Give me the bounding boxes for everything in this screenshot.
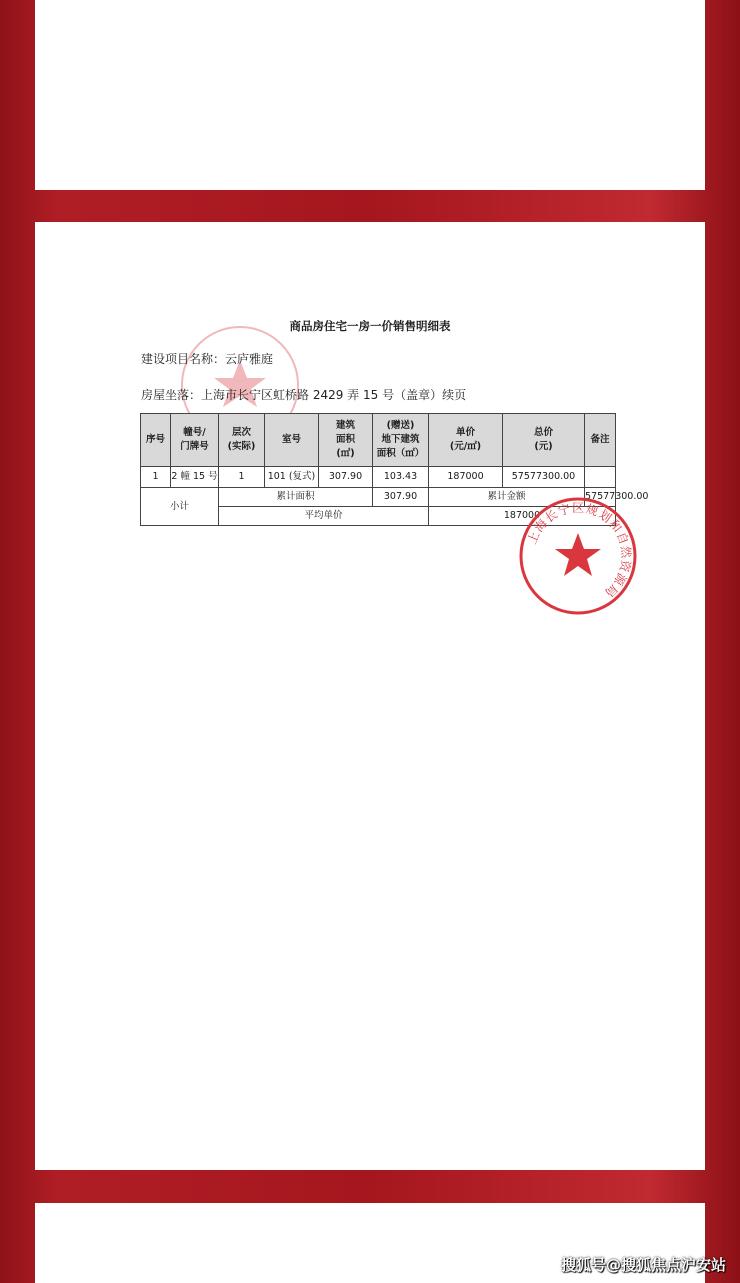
cell-unit-price: 187000 [429, 467, 503, 488]
header-total-price: 总价 (元) [503, 414, 585, 467]
average-price-value: 187000 [429, 507, 616, 526]
cell-underground-area: 103.43 [373, 467, 429, 488]
average-price-label: 平均单价 [219, 507, 429, 526]
location-line: 房屋坐落：上海市长宁区虹桥路 2429 弄 15 号（盖章）续页 [141, 388, 467, 402]
watermark-text: 搜狐号@搜狐焦点沪安站 [560, 1256, 726, 1274]
subtotal-label: 小计 [141, 488, 219, 526]
header-building: 幢号/ 门牌号 [171, 414, 219, 467]
header-area: 建筑 面积 (㎡) [319, 414, 373, 467]
document-title: 商品房住宅一房一价销售明细表 [289, 319, 451, 333]
header-underground-area: (赠送) 地下建筑 面积（㎡） [373, 414, 429, 467]
cell-area: 307.90 [319, 467, 373, 488]
table-header-row [141, 414, 616, 467]
cell-total-price: 57577300.00 [503, 467, 585, 488]
header-floor: 层次 (实际) [219, 414, 265, 467]
header-note: 备注 [585, 414, 616, 467]
header-room: 室号 [265, 414, 319, 467]
cell-note [585, 467, 616, 488]
cumulative-area-value: 307.90 [373, 488, 429, 507]
table-row [141, 467, 616, 488]
official-seal-icon [517, 495, 639, 617]
cell-seq: 1 [141, 467, 171, 488]
header-seq: 序号 [141, 414, 171, 467]
header-unit-price: 单价 (元/㎡) [429, 414, 503, 467]
cumulative-amount-label: 累计金额 [429, 488, 585, 507]
cell-building: 2 幢 15 号 [171, 467, 219, 488]
document-page [35, 222, 705, 1170]
cell-room: 101 (复式) [265, 467, 319, 488]
cell-floor: 1 [219, 467, 265, 488]
cumulative-area-label: 累计面积 [219, 488, 373, 507]
seal-text: 上海长宁区规划和自然资源局 [524, 500, 634, 601]
cumulative-amount-value: 57577300.00 [585, 488, 616, 507]
project-name-line: 建设项目名称：云庐雅庭 [141, 352, 274, 366]
page-top-panel [35, 0, 705, 190]
